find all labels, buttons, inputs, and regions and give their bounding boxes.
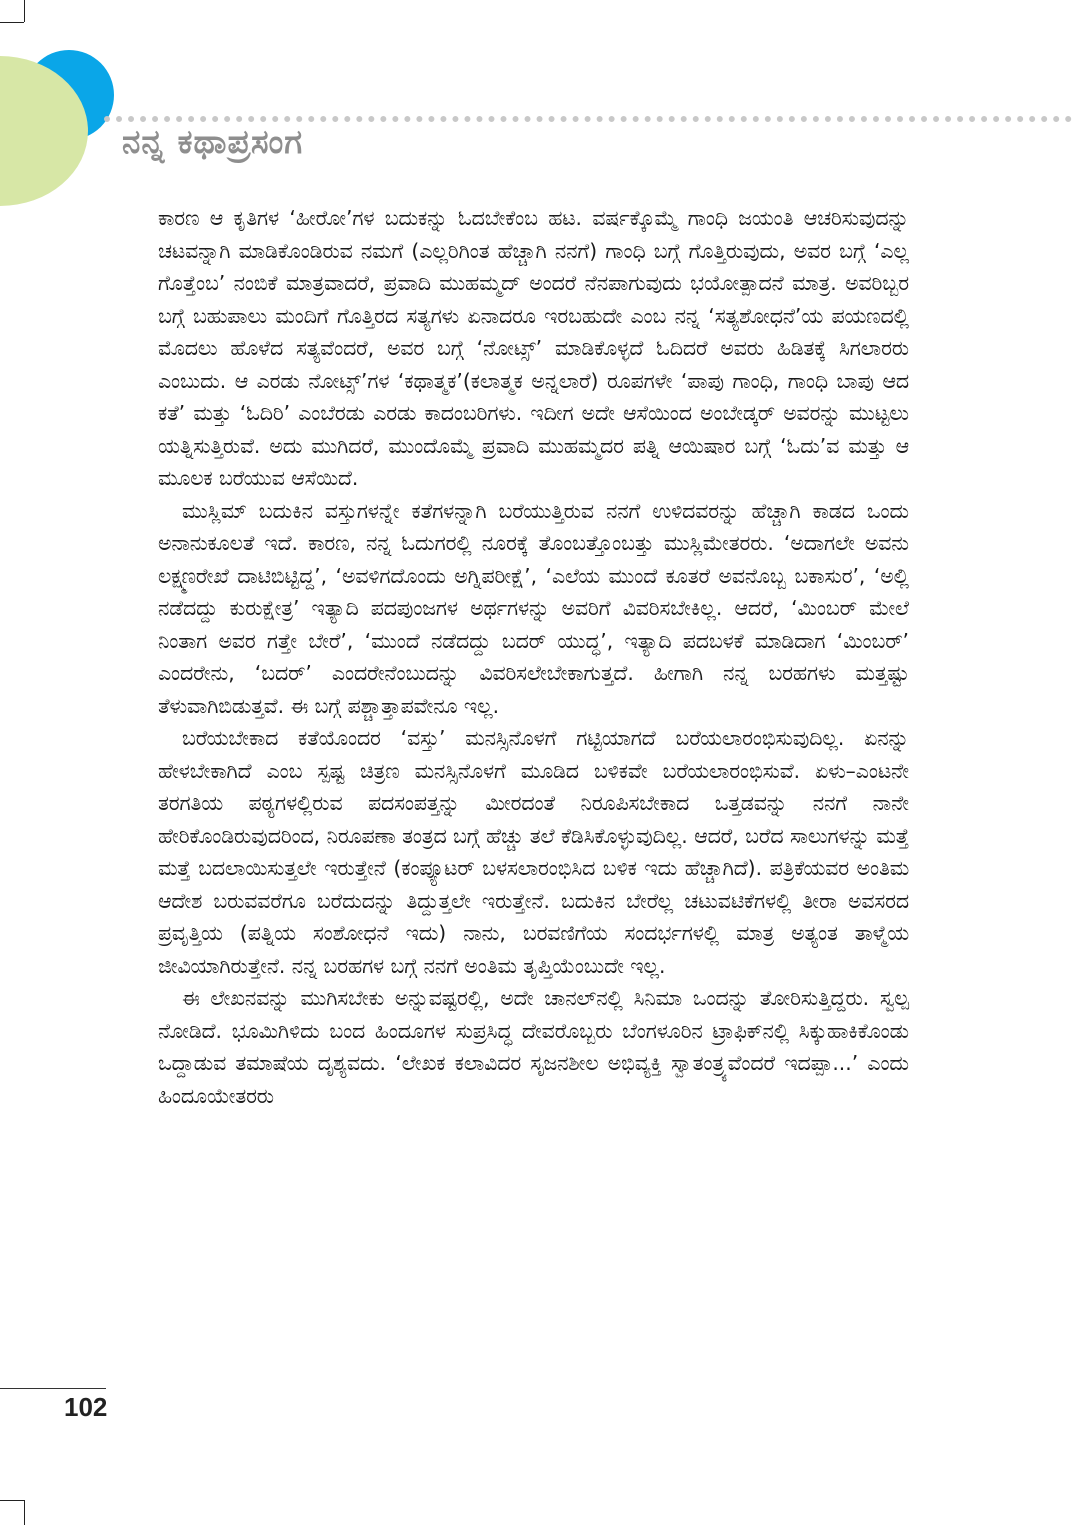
paragraph: ಈ ಲೇಖನವನ್ನು ಮುಗಿಸಬೇಕು ಅನ್ನುವಷ್ಟರಲ್ಲಿ, ಅದೇ ಚಾನಲ್‌ನಲ್ಲಿ ಸಿನಿಮಾ ಒಂದನ್ನು ತೋರಿಸುತ್ತಿದ್ದರು. ಸ್ವಲ್ಪ ನೋಡಿದೆ. ಭೂಮಿಗಿಳಿದು ಬಂದ ಹಿಂದೂಗಳ ಸುಪ್ರಸಿದ್ಧ ದೇವರೊಬ್ಬರು ಬೆಂಗಳೂರಿನ ಟ್ರಾಫಿಕ್‌ನಲ್ಲಿ ಸಿಕ್ಕುಹಾಕಿಕೊಂಡು ಒದ್ದಾಡುವ ತಮಾಷೆಯ ದೃಶ್ಯವದು. ‘ಲೇಖಕ ಕಲಾವಿದರ ಸೃಜನಶೀಲ ಅಭಿವ್ಯಕ್ತಿ ಸ್ವಾತಂತ್ರ್ಯವೆಂದರೆ ಇದಪ್ಪಾ...’ ಎಂದು ಹಿಂದೂಯೇತರರು (158, 986, 909, 1108)
crop-mark-top-left-vertical (24, 0, 25, 22)
page-number: 102 (64, 1392, 108, 1422)
chapter-title: ನನ್ನ ಕಥಾಪ್ರಸಂಗ (122, 122, 304, 161)
page-number-rule (0, 1388, 106, 1389)
body-text (158, 202, 909, 1112)
paragraph: ಮುಸ್ಲಿಮ್ ಬದುಕಿನ ವಸ್ತುಗಳನ್ನೇ ಕತೆಗಳನ್ನಾಗಿ ಬರೆಯುತ್ತಿರುವ ನನಗೆ ಉಳಿದವರನ್ನು ಹೆಚ್ಚಾಗಿ ಕಾಡದ ಒಂದು ಅನಾನುಕೂಲತೆ ಇದೆ. ಕಾರಣ, ನನ್ನ ಓದುಗರಲ್ಲಿ ನೂರಕ್ಕೆ ತೊಂಬತ್ತೊಂಬತ್ತು ಮುಸ್ಲಿಮೇತರರು. ‘ಅದಾಗಲೇ ಅವನು ಲಕ್ಷ್ಮಣರೇಖೆ ದಾಟಿಬಿಟ್ಟಿದ್ದ’, ‘ಅವಳಿಗದೊಂದು ಅಗ್ನಿಪರೀಕ್ಷೆ’, ‘ಎಲೆಯ ಮುಂದೆ ಕೂತರೆ ಅವನೊಬ್ಬ ಬಕಾಸುರ’, ‘ಅಲ್ಲಿ ನಡೆದದ್ದು ಕುರುಕ್ಷೇತ್ರ’ ಇತ್ಯಾದಿ ಪದಪುಂಜಗಳ ಅರ್ಥಗಳನ್ನು ಅವರಿಗೆ ವಿವರಿಸಬೇಕಿಲ್ಲ. ಆದರೆ, ‘ಮಿಂಬರ್ ಮೇಲೆ ನಿಂತಾಗ ಅವರ ಗತ್ತೇ ಬೇರೆ’, ‘ಮುಂದೆ ನಡೆದದ್ದು ಬದರ್ ಯುದ್ಧ’, ಇತ್ಯಾದಿ ಪದಬಳಕೆ ಮಾಡಿದಾಗ ‘ಮಿಂಬರ್’ ಎಂದರೇನು, ‘ಬದರ್’ ಎಂದರೇನೆಂಬುದನ್ನು ವಿವರಿಸಲೇಬೇಕಾಗುತ್ತದೆ. ಹೀಗಾಗಿ ನನ್ನ ಬರಹಗಳು ಮತ್ತಷ್ಟು ತೆಳುವಾಗಿಬಿಡುತ್ತವೆ. ಈ ಬಗ್ಗೆ ಪಶ್ಚಾತ್ತಾಪವೇನೂ ಇಲ್ಲ. (158, 498, 909, 718)
paragraph: ಕಾರಣ ಆ ಕೃತಿಗಳ ‘ಹೀರೋ’ಗಳ ಬದುಕನ್ನು ಓದಬೇಕೆಂಬ ಹಟ. ವರ್ಷಕ್ಕೊಮ್ಮೆ ಗಾಂಧಿ ಜಯಂತಿ ಆಚರಿಸುವುದನ್ನು ಚಟವನ್ನಾಗಿ ಮಾಡಿಕೊಂಡಿರುವ ನಮಗೆ (ಎಲ್ಲರಿಗಿಂತ ಹೆಚ್ಚಾಗಿ ನನಗೆ) ಗಾಂಧಿ ಬಗ್ಗೆ ಗೊತ್ತಿರುವುದು, ಅವರ ಬಗ್ಗೆ ‘ಎಲ್ಲ ಗೊತ್ತೆಂಬ’ ನಂಬಿಕೆ ಮಾತ್ರವಾದರೆ, ಪ್ರವಾದಿ ಮುಹಮ್ಮದ್ ಅಂದರೆ ನೆನಪಾಗುವುದು ಭಯೋತ್ಪಾದನೆ ಮಾತ್ರ. ಅವರಿಬ್ಬರ ಬಗ್ಗೆ ಬಹುಪಾಲು ಮಂದಿಗೆ ಗೊತ್ತಿರದ ಸತ್ಯಗಳು ಏನಾದರೂ ಇರಬಹುದೇ ಎಂಬ ನನ್ನ ‘ಸತ್ಯಶೋಧನೆ’ಯ ಪಯಣದಲ್ಲಿ ಮೊದಲು ಹೊಳೆದ ಸತ್ಯವೆಂದರೆ, ಅವರ ಬಗ್ಗೆ ‘ನೋಟ್ಸ್’ ಮಾಡಿಕೊಳ್ಳದೆ ಓದಿದರೆ ಅವರು ಹಿಡಿತಕ್ಕೆ ಸಿಗಲಾರರು ಎಂಬುದು. ಆ ಎರಡು ನೋಟ್ಸ್’ಗಳ ‘ಕಥಾತ್ಮಕ’(ಕಲಾತ್ಮಕ ಅನ್ನಲಾರೆ) ರೂಪಗಳೇ ‘ಪಾಪು ಗಾಂಧಿ, ಗಾಂಧಿ ಬಾಪು ಆದ ಕತೆ’ ಮತ್ತು ‘ಓದಿರಿ’ ಎಂಬೆರಡು ಎರಡು ಕಾದಂಬರಿಗಳು. ಇದೀಗ ಅದೇ ಆಸೆಯಿಂದ ಅಂಬೇಡ್ಕರ್ ಅವರನ್ನು ಮುಟ್ಟಲು ಯತ್ನಿಸುತ್ತಿರುವೆ. ಅದು ಮುಗಿದರೆ, ಮುಂದೊಮ್ಮೆ ಪ್ರವಾದಿ ಮುಹಮ್ಮದರ ಪತ್ನಿ ಆಯಿಷಾರ ಬಗ್ಗೆ ‘ಓದು’ವ ಮತ್ತು ಆ ಮೂಲಕ ಬರೆಯುವ ಆಸೆಯಿದೆ. (158, 206, 909, 490)
crop-mark-top-left-horizontal (0, 22, 24, 23)
crop-mark-bottom-left-vertical (24, 1500, 25, 1525)
crop-mark-bottom-left-horizontal (0, 1500, 24, 1501)
paragraph: ಬರೆಯಬೇಕಾದ ಕತೆಯೊಂದರ ‘ವಸ್ತು’ ಮನಸ್ಸಿನೊಳಗೆ ಗಟ್ಟಿಯಾಗದೆ ಬರೆಯಲಾರಂಭಿಸುವುದಿಲ್ಲ. ಏನನ್ನು ಹೇಳಬೇಕಾಗಿದೆ ಎಂಬ ಸ್ಪಷ್ಟ ಚಿತ್ರಣ ಮನಸ್ಸಿನೊಳಗೆ ಮೂಡಿದ ಬಳಿಕವೇ ಬರೆಯಲಾರಂಭಿಸುವೆ. ಏಳು–ಎಂಟನೇ ತರಗತಿಯ ಪಠ್ಯಗಳಲ್ಲಿರುವ ಪದಸಂಪತ್ತನ್ನು ಮೀರದಂತೆ ನಿರೂಪಿಸಬೇಕಾದ ಒತ್ತಡವನ್ನು ನನಗೆ ನಾನೇ ಹೇರಿಕೊಂಡಿರುವುದರಿಂದ, ನಿರೂಪಣಾ ತಂತ್ರದ ಬಗ್ಗೆ ಹೆಚ್ಚು ತಲೆ ಕೆಡಿಸಿಕೊಳ್ಳುವುದಿಲ್ಲ. ಆದರೆ, ಬರೆದ ಸಾಲುಗಳನ್ನು ಮತ್ತೆ ಮತ್ತೆ ಬದಲಾಯಿಸುತ್ತಲೇ ಇರುತ್ತೇನೆ (ಕಂಪ್ಯೂಟರ್ ಬಳಸಲಾರಂಭಿಸಿದ ಬಳಿಕ ಇದು ಹೆಚ್ಚಾಗಿದೆ). ಪತ್ರಿಕೆಯವರ ಅಂತಿಮ ಆದೇಶ ಬರುವವರೆಗೂ ಬರೆದುದನ್ನು ತಿದ್ದುತ್ತಲೇ ಇರುತ್ತೇನೆ. ಬದುಕಿನ ಬೇರೆಲ್ಲ ಚಟುವಟಿಕೆಗಳಲ್ಲಿ ತೀರಾ ಅವಸರದ ಪ್ರವೃತ್ತಿಯ (ಪತ್ನಿಯ ಸಂಶೋಧನೆ ಇದು) ನಾನು, ಬರವಣಿಗೆಯ ಸಂದರ್ಭಗಳಲ್ಲಿ ಮಾತ್ರ ಅತ್ಯಂತ ತಾಳ್ಮೆಯ ಜೀವಿಯಾಗಿರುತ್ತೇನೆ. ನನ್ನ ಬರಹಗಳ ಬಗ್ಗೆ ನನಗೆ ಅಂತಿಮ ತೃಪ್ತಿಯೆಂಬುದೇ ಇಲ್ಲ. (158, 726, 909, 978)
